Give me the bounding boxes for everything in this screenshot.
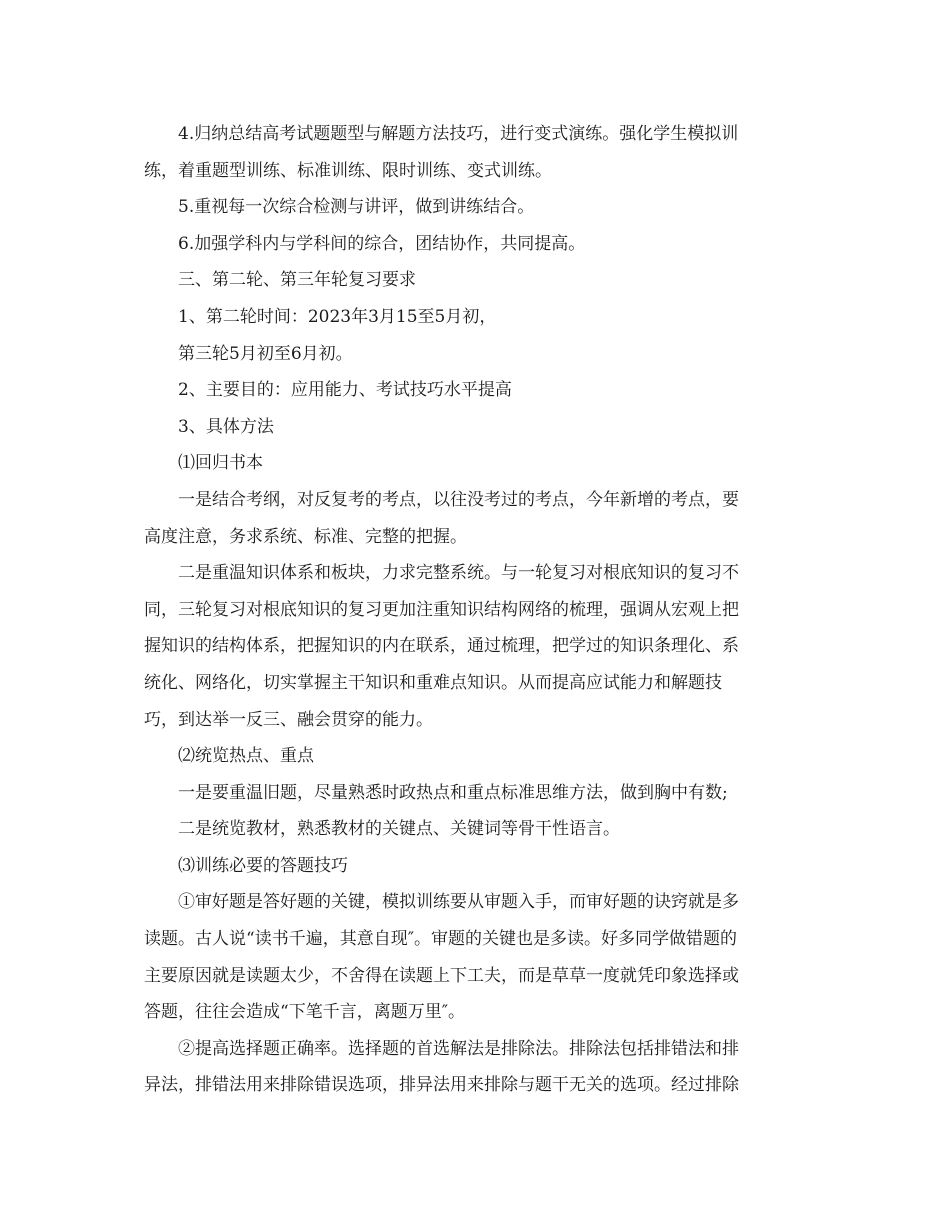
- text-line: 3、具体方法: [178, 416, 274, 437]
- text-line: 2、主要目的：应用能力、考试技巧水平提高: [178, 380, 512, 401]
- document-body: [144, 116, 812, 1104]
- text-line: 巧，到达举一反三、融会贯穿的能力。: [144, 709, 433, 730]
- text-line: 读题。古人说“读书千遍，其意自现″。审题的关键也是多读。好多同学做错题的: [144, 929, 738, 950]
- text-line: 练，着重题型训练、标准训练、限时训练、变式训练。: [144, 160, 552, 181]
- text-line: 异法，排错法用来排除错误选项，排异法用来排除与题干无关的选项。经过排除: [144, 1075, 739, 1096]
- text-line: 二是统览教材，熟悉教材的关键点、关键词等骨干性语言。: [178, 819, 620, 840]
- text-line: ①审好题是答好题的关键，模拟训练要从审题入手，而审好题的诀窍就是多: [178, 892, 739, 913]
- text-line: 同，三轮复习对根底知识的复习更加注重知识结构网络的梳理，强调从宏观上把: [144, 599, 739, 620]
- text-line: ⑵统览热点、重点: [178, 746, 314, 767]
- text-line: 6.加强学科内与学科间的综合，团结协作，共同提高。: [178, 233, 586, 254]
- text-line: 三、第二轮、第三年轮复习要求: [178, 270, 416, 291]
- text-line: 统化、网络化，切实掌握主干知识和重难点知识。从而提高应试能力和解题技: [144, 672, 722, 693]
- text-line: 高度注意，务求系统、标准、完整的把握。: [144, 526, 467, 547]
- text-line: 5.重视每一次综合检测与讲评，做到讲练结合。: [178, 197, 535, 218]
- text-line: ⑶训练必要的答题技巧: [178, 855, 348, 876]
- text-line: 主要原因就是读题太少，不舍得在读题上下工夫，而是草草一度就凭印象选择或: [144, 965, 739, 986]
- text-line: 一是要重温旧题，尽量熟悉时政热点和重点标准思维方法，做到胸中有数;: [178, 782, 728, 803]
- text-line: 第三轮5月初至6月初。: [178, 343, 353, 364]
- text-line: 二是重温知识体系和板块，力求完整系统。与一轮复习对根底知识的复习不: [178, 563, 739, 584]
- text-line: ②提高选择题正确率。选择题的首选解法是排除法。排除法包括排错法和排: [178, 1038, 739, 1059]
- text-line: 答题，往往会造成“下笔千言，离题万里″。: [144, 1002, 466, 1023]
- text-line: 1、第二轮时间：2023年3月15至5月初，: [178, 306, 497, 327]
- text-line: 4.归纳总结高考试题题型与解题方法技巧，进行变式演练。强化学生模拟训: [178, 124, 739, 144]
- text-line: 握知识的结构体系，把握知识的内在联系，通过梳理，把学过的知识条理化、系: [144, 636, 739, 657]
- text-line: ⑴回归书本: [178, 453, 263, 474]
- text-line: 一是结合考纲，对反复考的考点，以往没考过的考点，今年新增的考点，要: [178, 489, 739, 510]
